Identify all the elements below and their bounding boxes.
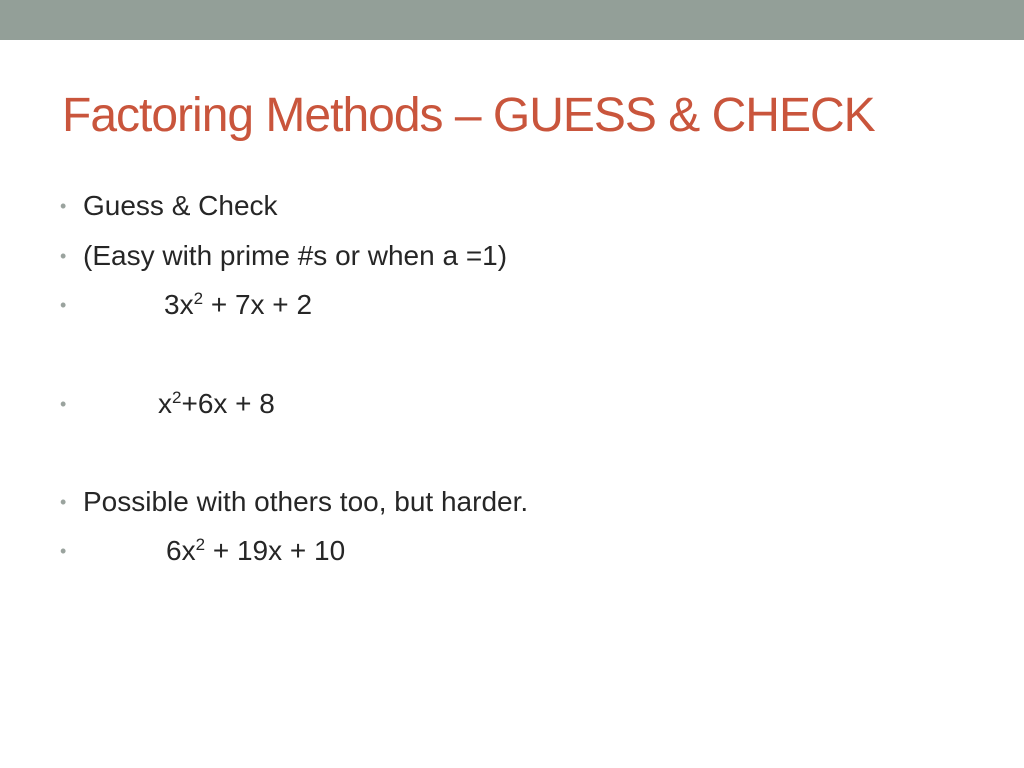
bullet-dot: •: [60, 196, 67, 216]
bullet-dot: •: [60, 295, 67, 315]
equation: [158, 384, 275, 424]
bullet-text: Guess & Check: [83, 190, 278, 221]
equation-rest: + 19x + 10: [205, 535, 346, 566]
slide-title: Factoring Methods – GUESS & CHECK: [62, 89, 875, 142]
exponent: 2: [172, 388, 182, 407]
equation-rest: + 7x + 2: [203, 289, 313, 320]
bullet-dot: •: [60, 541, 67, 561]
equation-term: x: [158, 388, 172, 419]
bullet-dot: •: [60, 492, 67, 512]
equation-term: 6x: [166, 535, 196, 566]
equation: [164, 285, 312, 325]
bullet-dot: •: [60, 394, 67, 414]
bullet-dot: •: [60, 246, 67, 266]
bullet-text: (Easy with prime #s or when a =1): [83, 240, 508, 271]
exponent: 2: [195, 535, 206, 554]
exponent: 2: [193, 289, 204, 308]
equation-term: 3x: [164, 289, 194, 320]
equation-rest: +6x + 8: [181, 388, 275, 419]
bullet-text: Possible with others too, but harder.: [83, 486, 529, 517]
equation: [166, 531, 345, 571]
